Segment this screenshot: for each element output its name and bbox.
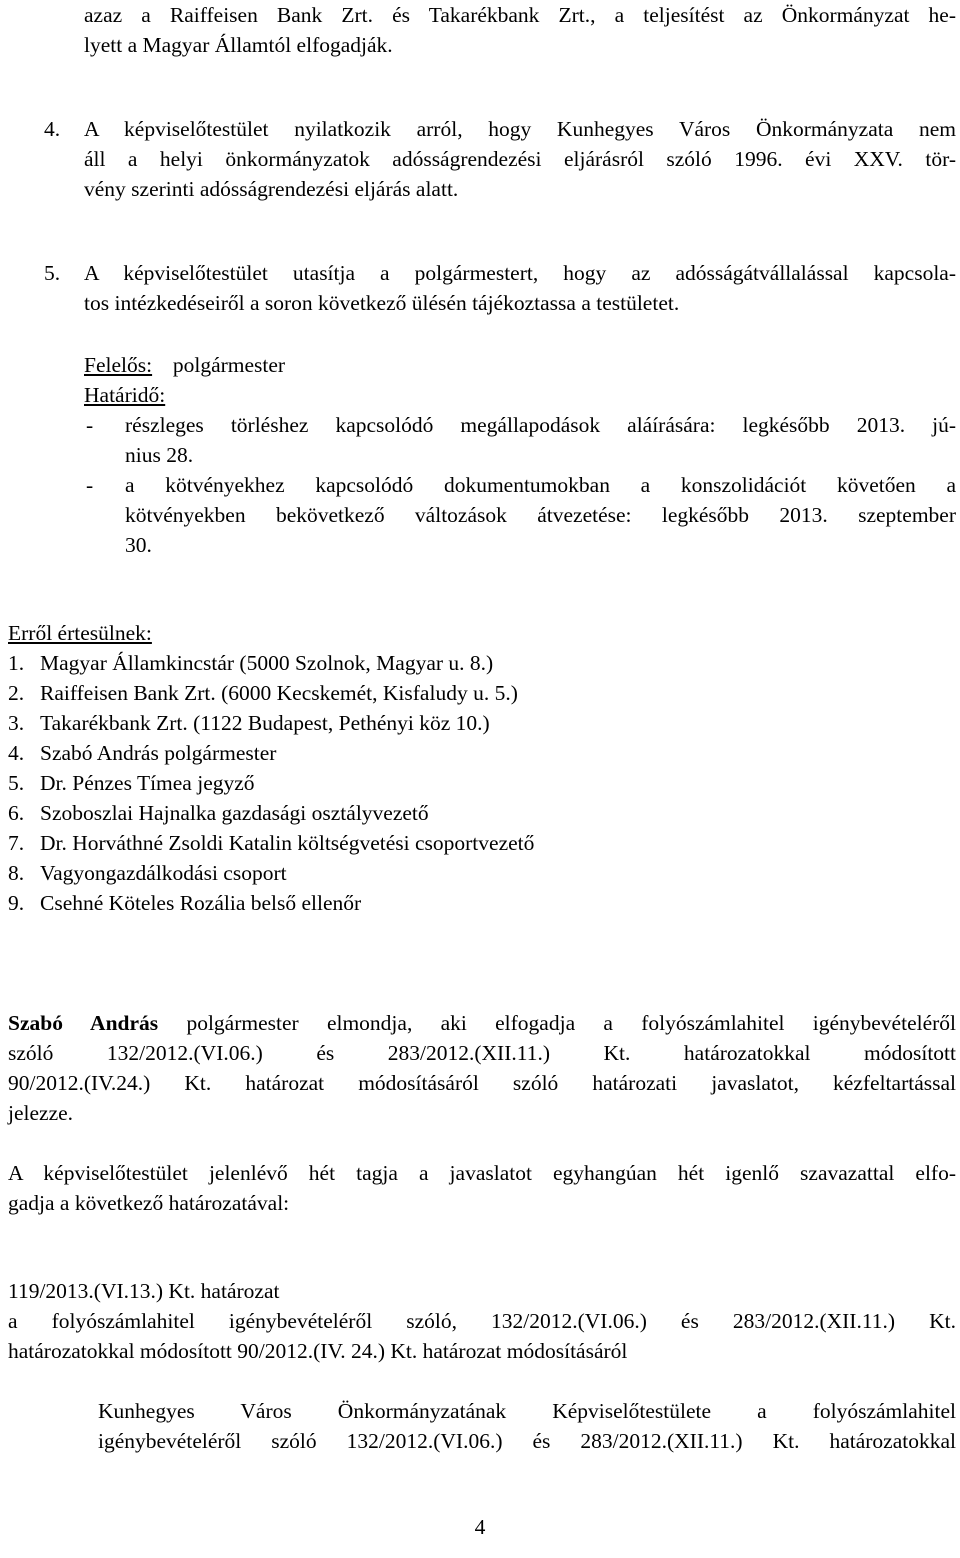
notify-item: 9. Csehné Köteles Rozália belső ellenőr: [8, 891, 362, 915]
item-4-line-1: A képviselőtestület nyilatkozik arról, hogy Kunhegyes Város Önkormányzata nem: [84, 117, 956, 141]
resolution-body-line-2: igénybevételéről szóló 132/2012.(VI.06.) és 283/2012.(XII.11.) Kt. határozatokkal: [98, 1429, 956, 1453]
notify-item: 6. Szoboszlai Hajnalka gazdasági osztályvezető: [8, 801, 429, 825]
intro-line-2: lyett a Magyar Államtól elfogadják.: [84, 33, 393, 57]
item-4-number: 4.: [44, 117, 61, 141]
item-5-number: 5.: [44, 261, 61, 285]
notify-item: 8. Vagyongazdálkodási csoport: [8, 861, 287, 885]
resolution-body-line-1: Kunhegyes Város Önkormányzatának Képviselőtestülete a folyószámlahitel: [98, 1399, 956, 1423]
vote-para-line-2: gadja a következő határozatával:: [8, 1191, 290, 1215]
notify-item: 4. Szabó András polgármester: [8, 741, 277, 765]
notify-item: 5. Dr. Pénzes Tímea jegyző: [8, 771, 255, 795]
mayor-para-line-1: Szabó András polgármester elmondja, aki elfogadja a folyószámlahitel igénybevételéről: [8, 1011, 957, 1035]
mayor-para-line-2: szóló 132/2012.(VI.06.) és 283/2012.(XII.11.) Kt. határozatokkal módosított: [8, 1041, 956, 1065]
mayor-para-line-3: 90/2012.(IV.24.) Kt. határozat módosításáról szóló határozati javaslatot, kézfeltartással: [8, 1071, 956, 1095]
notify-item: 3. Takarékbank Zrt. (1122 Budapest, Pethényi köz 10.): [8, 711, 490, 735]
notify-item: 2. Raiffeisen Bank Zrt. (6000 Kecskemét, Kisfaludy u. 5.): [8, 681, 518, 705]
notify-heading: Erről értesülnek:: [8, 621, 152, 645]
responsible-value: polgármester: [172, 353, 286, 377]
deadline-2-line-3: 30.: [125, 533, 152, 557]
resolution-title-line-1: a folyószámlahitel igénybevételéről szóló, 132/2012.(VI.06.) és 283/2012.(XII.11.) Kt.: [8, 1309, 956, 1333]
deadline-2-line-1: a kötvényekhez kapcsolódó dokumentumokban a konszolidációt követően a: [125, 473, 956, 497]
page-number: 4: [474, 1515, 486, 1539]
deadline-label: Határidő:: [84, 383, 166, 407]
notify-item: 7. Dr. Horváthné Zsoldi Katalin költségvetési csoportvezető: [8, 831, 535, 855]
responsible-row: [84, 350, 285, 380]
intro-line-1: azaz a Raiffeisen Bank Zrt. és Takarékbank Zrt., a teljesítést az Önkormányzat he-: [84, 3, 956, 27]
item-4-line-3: vény szerinti adósságrendezési eljárás alatt.: [84, 177, 459, 201]
deadline-dash-1: -: [86, 413, 94, 437]
item-5-line-2: tos intézkedéseiről a soron következő ülésén tájékoztassa a testületet.: [84, 291, 680, 315]
vote-para-line-1: A képviselőtestület jelenlévő hét tagja a javaslatot egyhangúan hét igenlő szavazattal elfo-: [8, 1161, 956, 1185]
responsible-label: Felelős:: [84, 353, 153, 377]
resolution-number: 119/2013.(VI.13.) Kt. határozat: [8, 1279, 280, 1303]
deadline-1-line-2: nius 28.: [125, 443, 194, 467]
notify-item: 1. Magyar Államkincstár (5000 Szolnok, Magyar u. 8.): [8, 651, 494, 675]
speaker-name: Szabó András: [8, 1011, 159, 1035]
deadline-1-line-1: részleges törléshez kapcsolódó megállapodások aláírására: legkésőbb 2013. jú-: [125, 413, 956, 437]
item-4-line-2: áll a helyi önkormányzatok adósságrendezési eljárásról szóló 1996. évi XXV. tör-: [84, 147, 956, 171]
mayor-para-line-4: jelezze.: [8, 1101, 74, 1125]
deadline-dash-2: -: [86, 473, 94, 497]
deadline-2-line-2: kötvényekben bekövetkező változások átvezetése: legkésőbb 2013. szeptember: [125, 503, 956, 527]
item-5-line-1: A képviselőtestület utasítja a polgármestert, hogy az adósságátvállalással kapcsola-: [84, 261, 956, 285]
resolution-title-line-2: határozatokkal módosított 90/2012.(IV. 24.) Kt. határozat módosításáról: [8, 1339, 628, 1363]
